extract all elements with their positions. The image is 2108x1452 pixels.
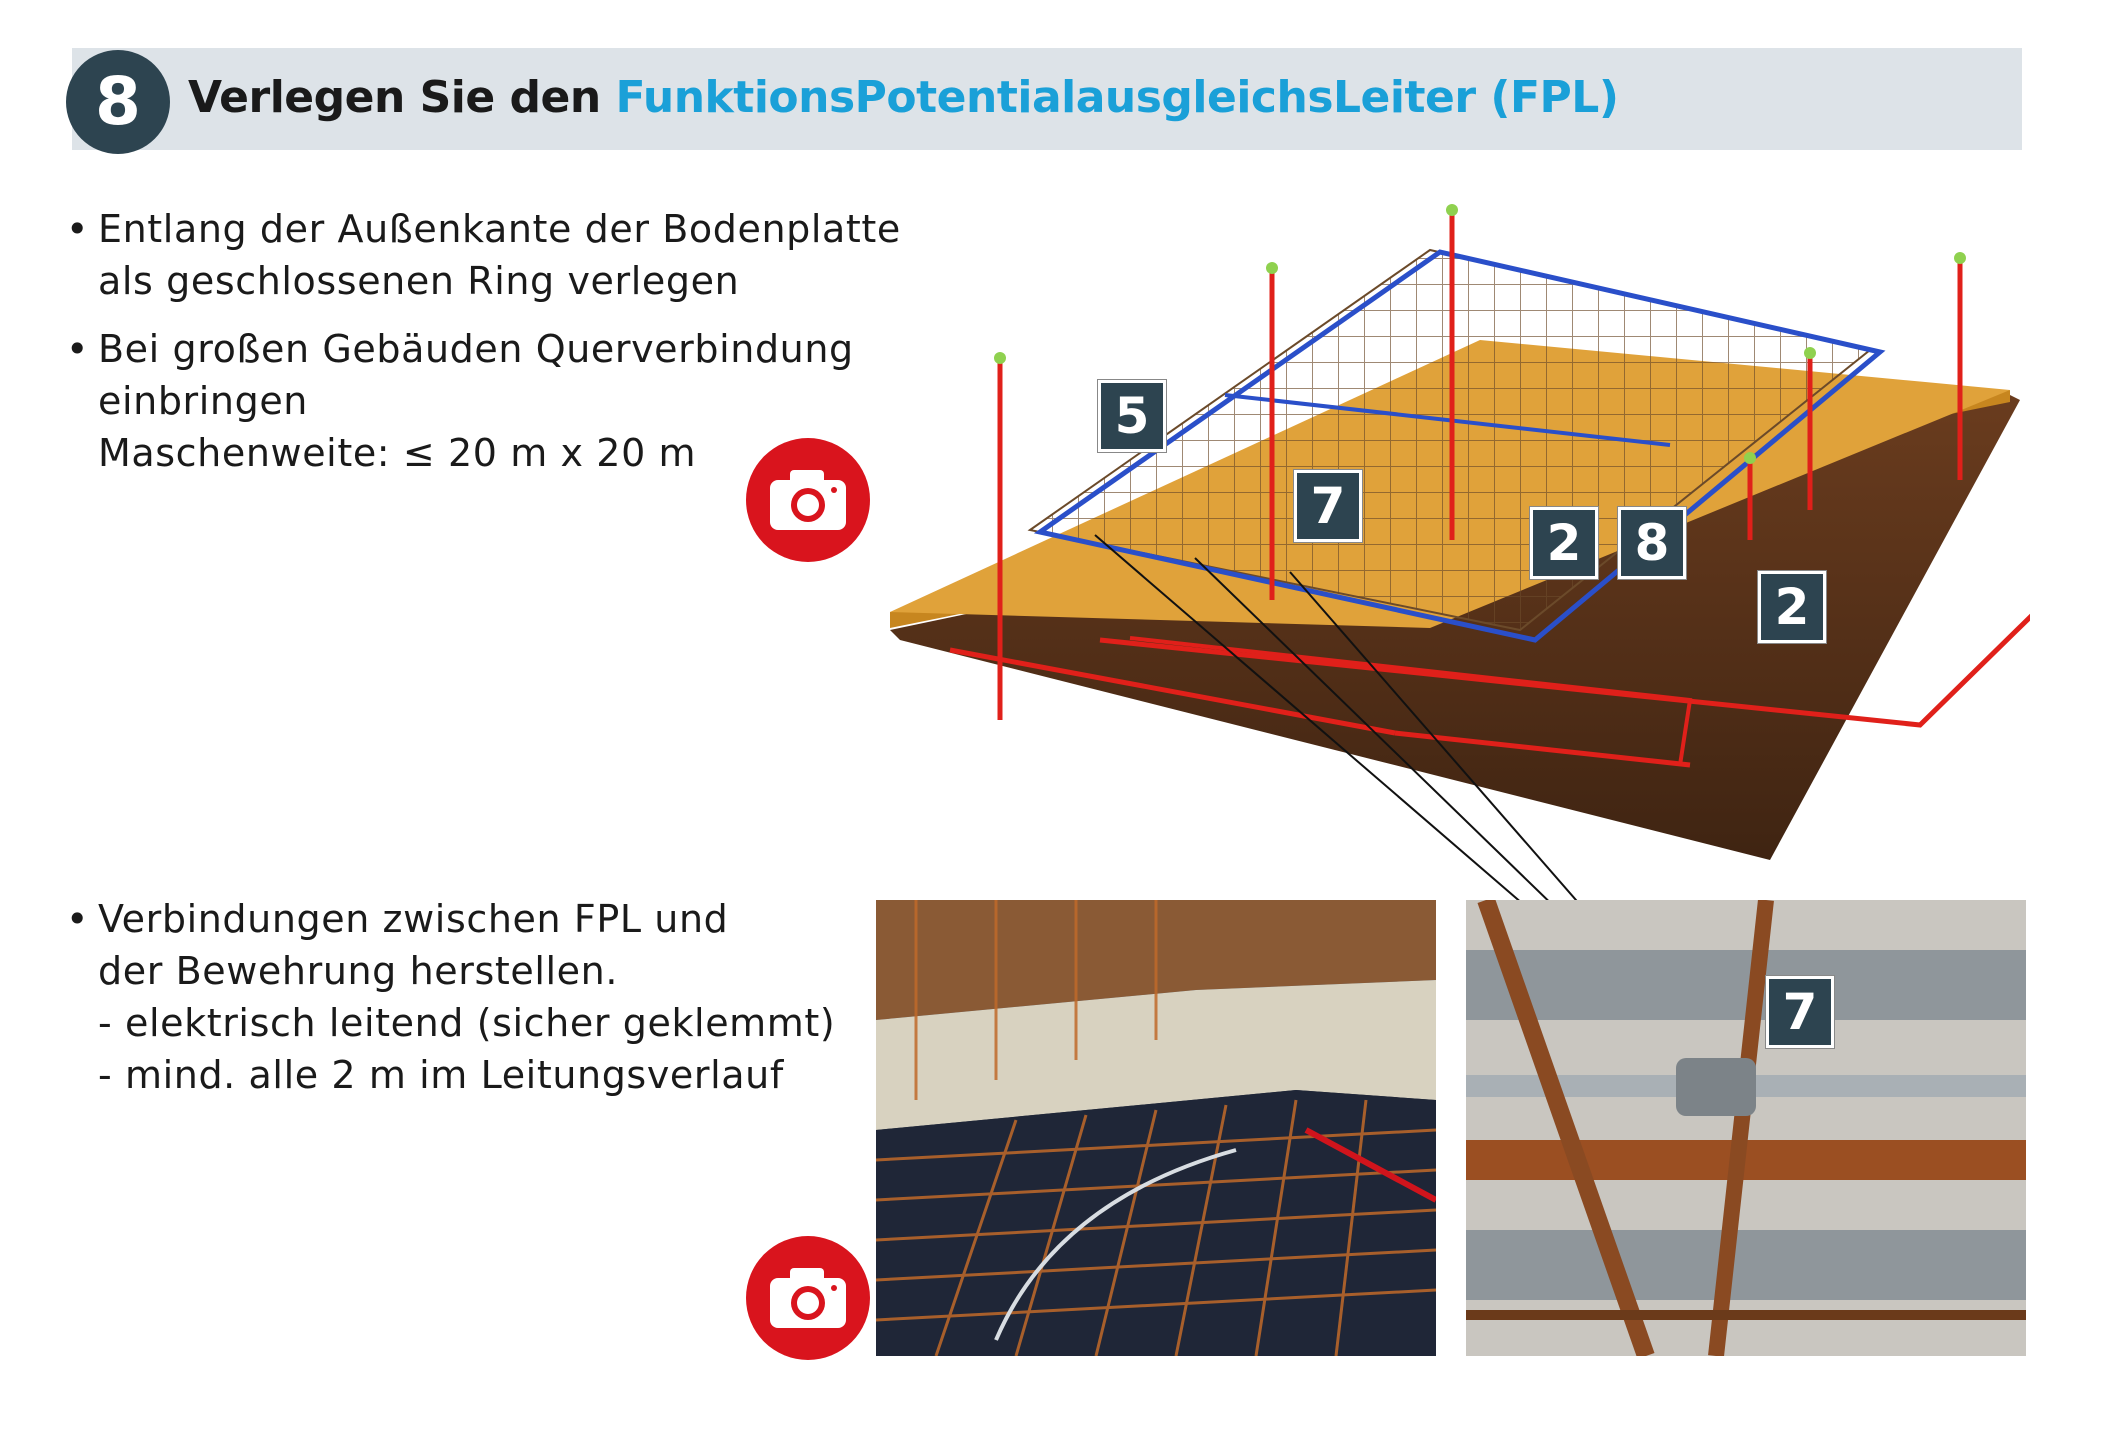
bullet-text: einbringen (98, 379, 308, 423)
bullet-marker: • (66, 207, 90, 251)
callout-badge: 8 (1618, 507, 1686, 579)
callout-badge: 2 (1530, 507, 1598, 579)
bullet-marker: • (66, 327, 90, 371)
camera-icon[interactable] (746, 1236, 870, 1360)
bullet-text: Entlang der Außenkante der Bodenplatte (98, 207, 901, 251)
list-item (66, 893, 835, 1101)
bullet-text: - mind. alle 2 m im Leitungsverlauf (98, 1053, 784, 1097)
bullet-text: - elektrisch leitend (sicher geklemmt) (98, 1001, 836, 1045)
callout-badge: 7 (1294, 470, 1362, 542)
camera-icon[interactable] (746, 438, 870, 562)
foundation-slab-diagram (870, 180, 2030, 900)
bullet-text: Bei großen Gebäuden Querverbindung (98, 327, 854, 371)
bullet-text: der Bewehrung herstellen. (98, 949, 619, 993)
title-prefix: Verlegen Sie den (188, 72, 616, 123)
callout-badge: 7 (1766, 976, 1834, 1048)
page-title (188, 72, 1618, 123)
bullet-text: Verbindungen zwischen FPL und (98, 897, 729, 941)
bullet-text: als geschlossenen Ring verlegen (98, 259, 740, 303)
bullet-text: Maschenweite: ≤ 20 m x 20 m (98, 431, 697, 475)
list-item (66, 203, 901, 307)
rebar-corner-photo (876, 900, 1436, 1356)
callout-badge: 2 (1758, 571, 1826, 643)
bullet-marker: • (66, 897, 90, 941)
title-highlight: FunktionsPotentialausgleichsLeiter (FPL) (615, 72, 1619, 123)
bullet-list-bottom (66, 893, 835, 1117)
step-number: 8 (66, 50, 170, 154)
callout-badge: 5 (1098, 380, 1166, 452)
clamp-detail-photo (1466, 900, 2026, 1356)
